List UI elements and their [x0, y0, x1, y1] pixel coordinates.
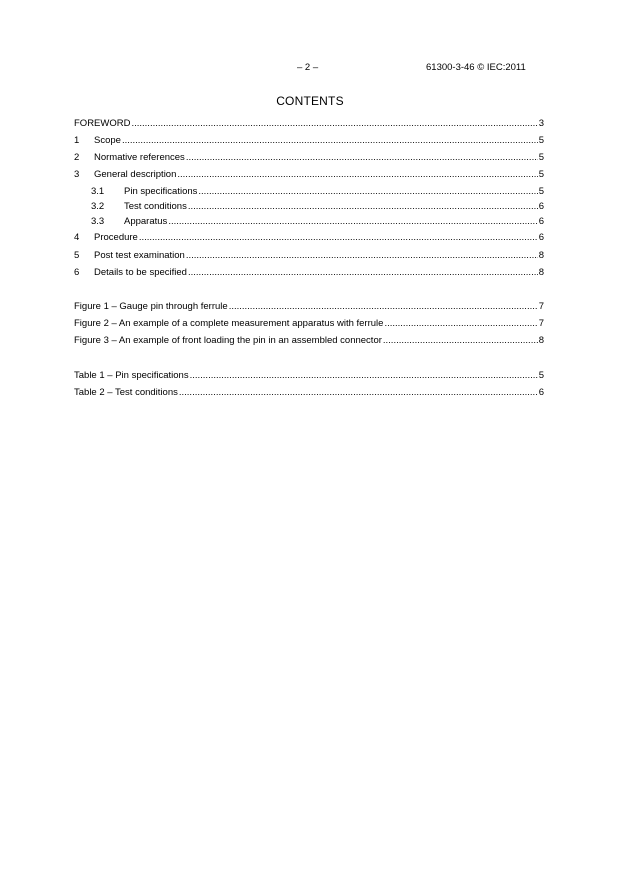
toc-entry-title: FOREWORD — [74, 118, 131, 129]
toc-entry-figure-1[interactable] — [74, 301, 544, 313]
toc-entry-title: Figure 3 – An example of front loading the pin in an assembled connector — [74, 335, 382, 346]
toc-entry-title: Pin specifications — [124, 186, 198, 197]
toc-entry-number: 1 — [74, 135, 80, 146]
toc-entry-scope[interactable] — [74, 135, 544, 147]
dot-leader — [383, 335, 538, 347]
dot-leader — [190, 370, 538, 382]
toc-entry-title: Post test examination — [94, 250, 185, 261]
dot-leader — [198, 186, 537, 198]
toc-entry-page: 8 — [538, 267, 544, 278]
toc-entry-title: Details to be specified — [94, 267, 187, 278]
toc-entry-page: 5 — [538, 152, 544, 163]
toc-entry-title: Procedure — [94, 232, 138, 243]
dot-leader — [177, 169, 537, 181]
toc-entry-foreword[interactable] — [74, 118, 544, 130]
dot-leader — [188, 201, 538, 213]
toc-entry-figure-3[interactable] — [74, 335, 544, 347]
toc-entry-number: 3.2 — [91, 201, 105, 212]
toc-entry-number: 5 — [74, 250, 80, 261]
toc-entry-number: 3 — [74, 169, 80, 180]
toc-entry-page: 3 — [538, 118, 544, 129]
contents-title: CONTENTS — [276, 94, 344, 108]
toc-entry-page: 6 — [538, 216, 544, 227]
dot-leader — [229, 301, 538, 313]
page-header — [0, 62, 620, 76]
toc-entry-title: Scope — [94, 135, 121, 146]
toc-entry-page: 5 — [538, 370, 544, 381]
toc-entry-page: 6 — [538, 387, 544, 398]
toc-entry-apparatus[interactable] — [91, 216, 544, 228]
toc-entry-number: 3.1 — [91, 186, 105, 197]
toc-entry-page: 7 — [538, 318, 544, 329]
toc-entry-page: 5 — [538, 186, 544, 197]
dot-leader — [186, 250, 538, 262]
toc-entry-title: Apparatus — [124, 216, 168, 227]
toc-entry-number: 2 — [74, 152, 80, 163]
toc-entry-number: 3.3 — [91, 216, 105, 227]
toc-entry-title: General description — [94, 169, 177, 180]
dot-leader — [131, 118, 537, 130]
toc-entry-number: 6 — [74, 267, 80, 278]
toc-entry-title: Table 1 – Pin specifications — [74, 370, 189, 381]
toc-entry-title: Normative references — [94, 152, 185, 163]
dot-leader — [168, 216, 537, 228]
toc-entry-test-conditions[interactable] — [91, 201, 544, 213]
toc-entry-title: Test conditions — [124, 201, 187, 212]
toc-entry-general-description[interactable] — [74, 169, 544, 181]
toc-entry-page: 8 — [538, 250, 544, 261]
dot-leader — [384, 318, 537, 330]
toc-entry-procedure[interactable] — [74, 232, 544, 244]
toc-entry-title: Table 2 – Test conditions — [74, 387, 178, 398]
toc-entry-page: 6 — [538, 201, 544, 212]
dot-leader — [179, 387, 538, 399]
toc-entry-page: 5 — [538, 169, 544, 180]
dot-leader — [188, 267, 538, 279]
toc-entry-normative-references[interactable] — [74, 152, 544, 164]
toc-entry-title: Figure 2 – An example of a complete measurement apparatus with ferrule — [74, 318, 384, 329]
toc-entry-table-2[interactable] — [74, 387, 544, 399]
page-number: – 2 – — [297, 62, 319, 73]
toc-entry-post-test-examination[interactable] — [74, 250, 544, 262]
toc-entry-pin-specifications[interactable] — [91, 186, 544, 198]
document-identifier: 61300-3-46 © IEC:2011 — [426, 62, 526, 73]
toc-entry-details-to-be-specified[interactable] — [74, 267, 544, 279]
dot-leader — [186, 152, 538, 164]
toc-entry-title: Figure 1 – Gauge pin through ferrule — [74, 301, 228, 312]
toc-entry-number: 4 — [74, 232, 80, 243]
toc-entry-page: 5 — [538, 135, 544, 146]
toc-entry-figure-2[interactable] — [74, 318, 544, 330]
toc-entry-table-1[interactable] — [74, 370, 544, 382]
dot-leader — [139, 232, 538, 244]
toc-entry-page: 6 — [538, 232, 544, 243]
toc-entry-page: 7 — [538, 301, 544, 312]
dot-leader — [122, 135, 538, 147]
toc-entry-page: 8 — [538, 335, 544, 346]
